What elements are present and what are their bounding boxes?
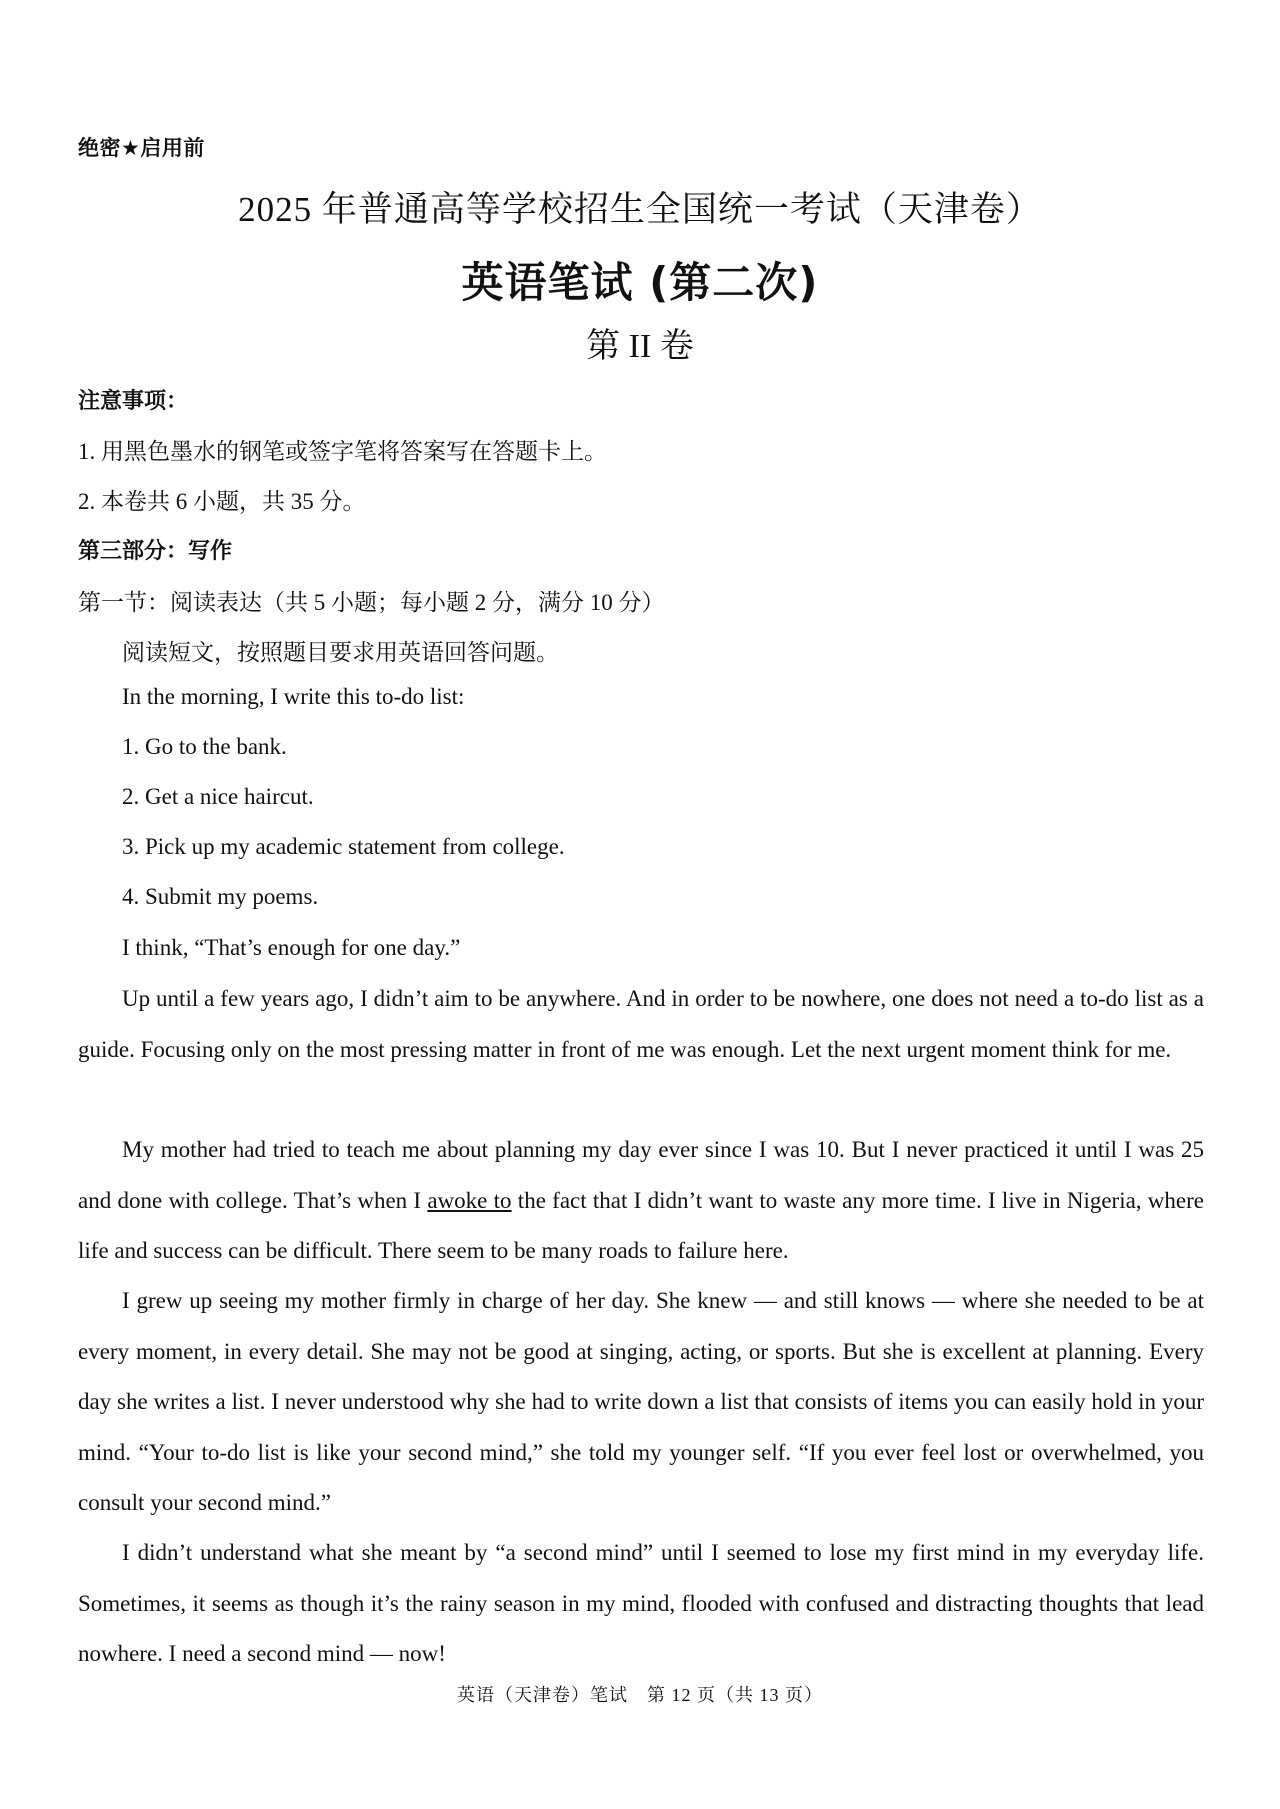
section-heading: 第一节：阅读表达（共 5 小题；每小题 2 分，满分 10 分） [78,590,665,615]
volume-title: 第 II 卷 [586,328,694,365]
todo-item-2: 2. Get a nice haircut. [122,784,314,809]
paragraph-2-start: My mother had tried to teach me about planning my day ever since I was 10. But I never practiced it until I was 25 and done with college. That’s when I [78,1137,1204,1213]
todo-item-3: 3. Pick up my academic statement from college. [122,834,565,859]
notice-heading: 注意事项： [78,389,189,414]
exam-title: 2025 年普通高等学校招生全国统一考试（天津卷） [238,190,1042,229]
todo-item-4: 4. Submit my poems. [122,884,319,909]
paragraph-2-end: the fact that I didn’t want to waste any more time. I live in Nigeria, where life and success can be difficult. There seem to be many roads to failure here. [78,1187,1204,1263]
passage-thought: I think, “That’s enough for one day.” [122,935,461,960]
passage-paragraph-2 [78,1125,1204,1277]
passage-paragraph-3: I grew up seeing my mother firmly in charge of her day. She knew — and still knows — where she needed to be at every moment, in every detail. She may not be good at singing, acting, or sports. But she is excellent at planning. Every day she writes a list. I never understood why she had to write down a list that consists of items you can easily hold in your mind. “Your to-do list is like your second mind,” she told my younger self. “If you ever feel lost or overwhelmed, you consult your second mind.” [78,1288,1204,1515]
todo-item-1: 1. Go to the bank. [122,734,287,759]
passage-paragraph-1: Up until a few years ago, I didn’t aim to be anywhere. And in order to be nowhere, one does not need a to-do list as a guide. Focusing only on the most pressing matter in front of me was enough. Let the next urgent moment think for me. [78,986,1204,1062]
underlined-phrase: awoke to [427,1187,512,1213]
instruction-text: 阅读短文，按照题目要求用英语回答问题。 [122,640,559,665]
page-footer: 英语（天津卷）笔试 第 12 页（共 13 页） [457,1685,823,1705]
notice-item-2: 2. 本卷共 6 小题，共 35 分。 [78,489,366,514]
passage-intro: In the morning, I write this to-do list: [122,684,465,709]
notice-item-1: 1. 用黑色墨水的钢笔或签字笔将答案写在答题卡上。 [78,439,607,464]
confidential-label: 绝密★启用前 [78,136,205,160]
subject-title: 英语笔试 (第二次) [461,258,819,307]
passage-paragraph-4: I didn’t understand what she meant by “a second mind” until I seemed to lose my first mind in my everyday life. Sometimes, it seems as though it’s the rainy season in my mind, flooded with confused and distracting thoughts that lead nowhere. I need a second mind — now! [78,1540,1204,1666]
part-heading: 第三部分：写作 [78,539,233,564]
